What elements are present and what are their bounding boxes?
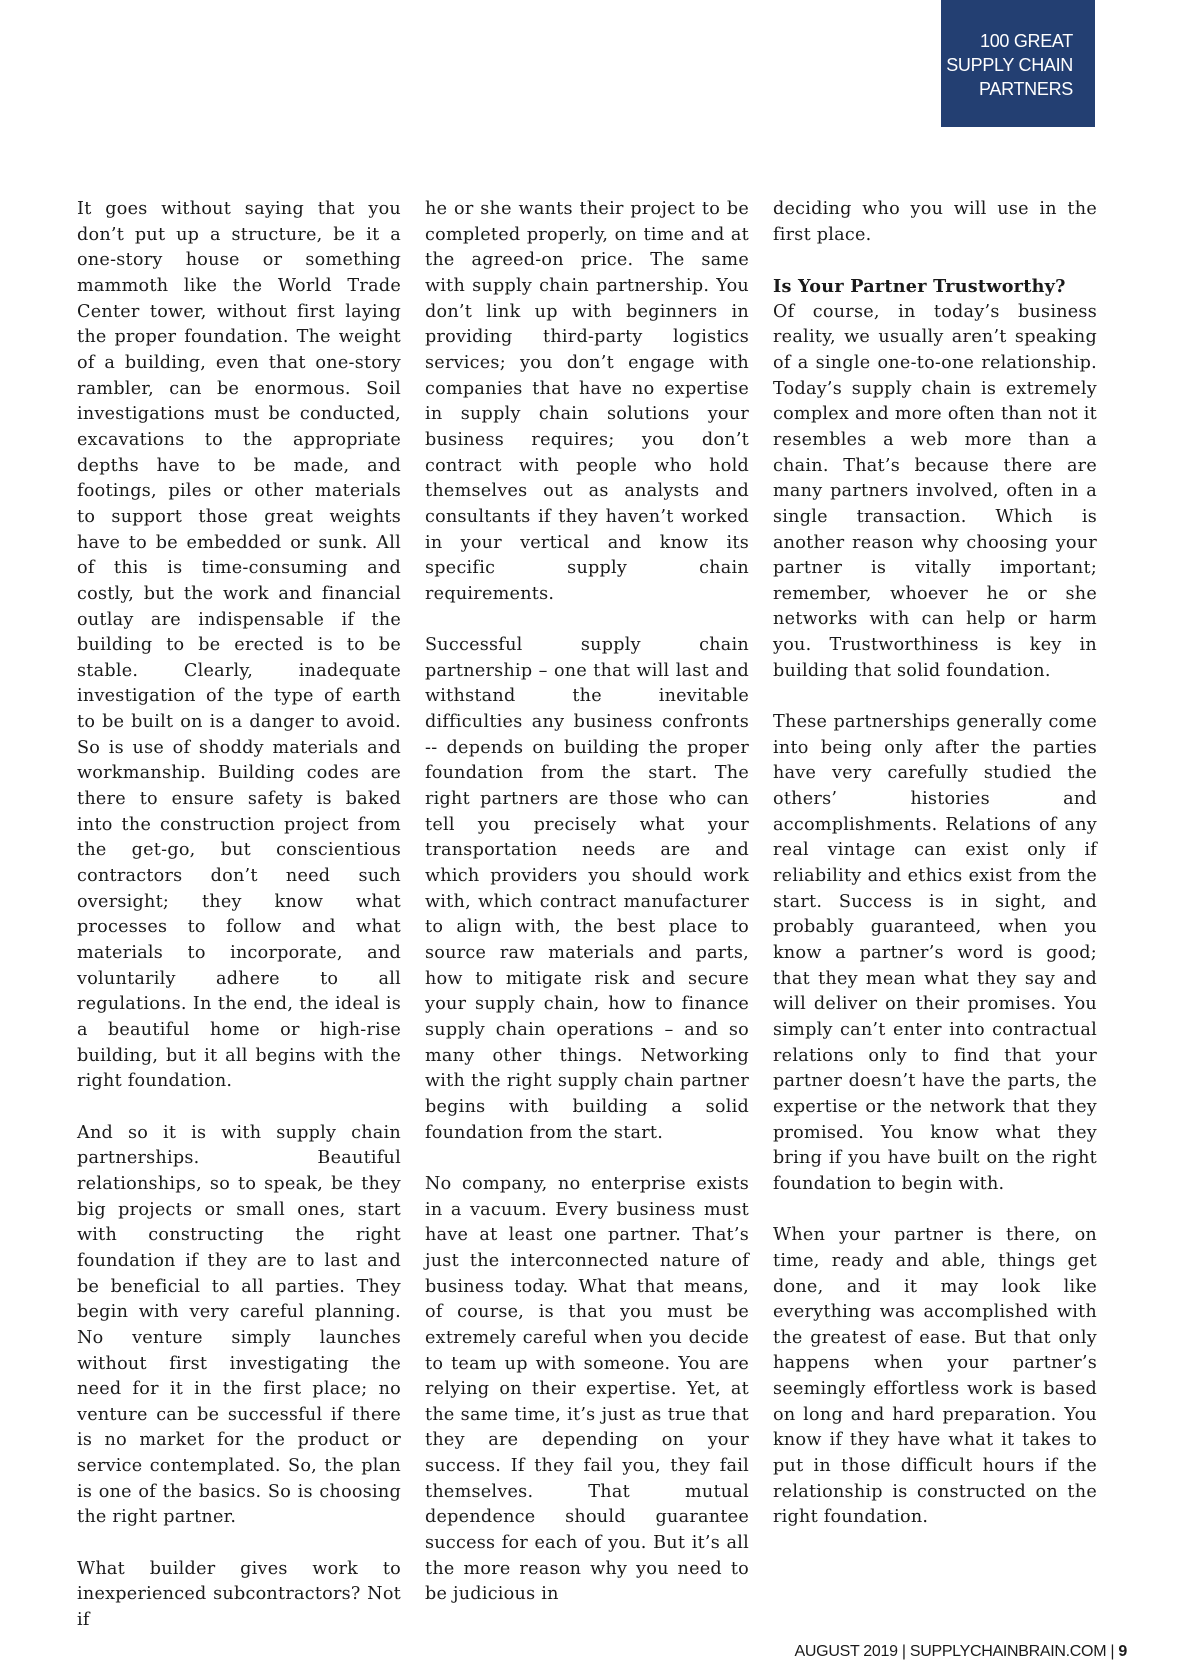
footer-issue-site: AUGUST 2019 | SUPPLYCHAINBRAIN.COM | — [794, 1643, 1115, 1660]
body-paragraph: When your partner is there, on time, ready and able, things get done, and it may look like everything was accomplished with the greatest of ease. But that only happens when your partner’s seemingly effortless work is based on long and hard preparation. You know if they have what it takes to put in those difficult hours if the relationship is constructed on the right foundation. — [773, 1225, 1097, 1528]
text-column-2 — [425, 197, 749, 1608]
body-paragraph: No company, no enterprise exists in a vacuum. Every business must have at least one partner. That’s just the interconnected nature of business today. What that means, of course, is that you must be extremely careful when you decide to team up with someone. You are relying on their expertise. Yet, at the same time, it’s just as true that they are depending on your success. If they fail you, they fail themselves. That mutual dependence should guarantee success for each of you. But it’s all the more reason why you need to be judicious in — [425, 1173, 749, 1605]
body-paragraph: deciding who you will use in the first place. — [773, 199, 1097, 245]
text-column-3 — [773, 197, 1097, 1531]
text-column-1 — [77, 197, 401, 1634]
section-badge — [941, 0, 1095, 127]
body-paragraph: And so it is with supply chain partnerships. Beautiful relationships, so to speak, be they big projects or small ones, start with constructing the right foundation if they are to last and be beneficial to all parties. They begin with very careful planning. No venture simply launches without first investigating the need for it in the first place; no venture can be successful if there is no market for the product or service contemplated. So, the plan is one of the basics. So is choosing the right partner. — [77, 1122, 401, 1528]
badge-line-3: PARTNERS — [979, 79, 1073, 99]
body-paragraph: These partnerships generally come into being only after the parties have very carefully studied the others’ histories and accomplishments. Relations of any real vintage can exist only if reliability and ethics exist from the start. Success is in sight, and probably guaranteed, when you know a partner’s word is good; that they mean what they say and will deliver on their promises. You simply can’t enter into contractual relations only to find that your partner doesn’t have the parts, the expertise or the network that they promised. You know what they bring if you have built on the right foundation to begin with. — [773, 712, 1097, 1194]
body-paragraph: It goes without saying that you don’t put up a structure, be it a one-story house or something mammoth like the World Trade Center tower, without first laying the proper foundation. The weight of a building, even that one-story rambler, can be enormous. Soil investigations must be conducted, excavations to the appropriate depths have to be made, and footings, piles or other materials to support those great weights have to be embedded or sunk. All of this is time-consuming and costly, but the work and financial outlay are indispensable if the building to be erected is to be stable. Clearly, inadequate investigation of the type of earth to be built on is a danger to avoid. So is use of shoddy materials and workmanship. Building codes are there to ensure safety is baked into the construction project from the get-go, but conscientious contractors don’t need such oversight; they know what processes to follow and what materials to incorporate, and voluntarily adhere to all regulations. In the end, the ideal is a beautiful home or high-rise building, but it all begins with the right foundation. — [77, 199, 401, 1092]
section-heading: Is Your Partner Trustworthy? — [773, 275, 1066, 297]
page-footer — [795, 1643, 1127, 1661]
badge-line-2: SUPPLY CHAIN — [946, 55, 1073, 75]
page-number: 9 — [1118, 1643, 1127, 1660]
body-paragraph: he or she wants their project to be completed properly, on time and at the agreed-on price. The same with supply chain partnership. You don’t link up with beginners in providing third-party logistics services; you don’t engage with companies that have no expertise in supply chain solutions your business requires; you don’t contract with people who hold themselves out as analysts and consultants if they haven’t worked in your vertical and know its specific supply chain requirements. — [425, 199, 749, 604]
body-paragraph: Successful supply chain partnership – one that will last and withstand the inevitable difficulties any business confronts -- depends on building the proper foundation from the start. The right partners are those who can tell you precisely what your transportation needs are and which providers you should work with, which contract manufacturer to align with, the best place to source raw materials and parts, how to mitigate risk and secure your supply chain, how to finance supply chain operations – and so many other things. Networking with the right supply chain partner begins with building a solid foundation from the start. — [425, 635, 749, 1143]
badge-line-1: 100 GREAT — [979, 31, 1073, 51]
body-paragraph: What builder gives work to inexperienced subcontractors? Not if — [77, 1558, 401, 1631]
body-paragraph: Of course, in today’s business reality, we usually aren’t speaking of a single one-to-one relationship. Today’s supply chain is extremely complex and more often than not it resembles a web more than a chain. That’s because there are many partners involved, often in a single transaction. Which is another reason why choosing your partner is vitally important; remember, whoever he or she networks with can help or harm you. Trustworthiness is key in building that solid foundation. — [773, 301, 1097, 681]
